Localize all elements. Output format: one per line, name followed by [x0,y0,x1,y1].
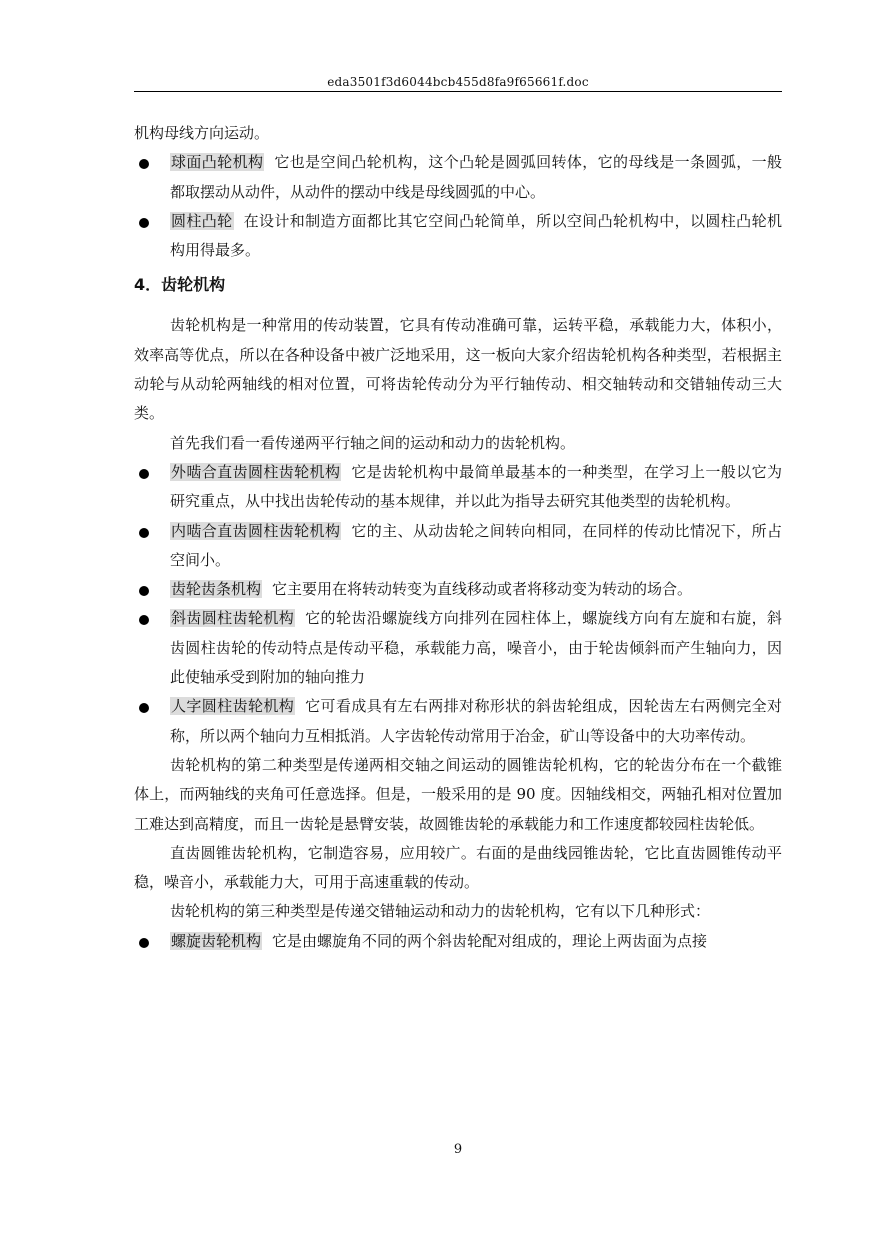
section-heading: 4．齿轮机构 [134,275,226,295]
bullet-text: 在设计和制造方面都比其它空间凸轮简单，所以空间凸轮机构中，以圆柱凸轮机构用得最多。 [170,211,782,260]
header-filename: eda3501f3d6044bcb455d8fa9f65661f.doc [327,75,589,89]
bullet-spherical-cam [134,148,782,207]
bullet-screw-gear [134,927,782,956]
term-highlight: 齿轮齿条机构 [171,580,262,599]
bullet-external-spur [134,458,782,517]
bullet-text: 它是由螺旋角不同的两个斜齿轮配对组成的，理论上两齿面为点接 [272,931,708,950]
bullet-text: 它主要用在将转动转变为直线移动或者将移动变为转动的场合。 [272,580,693,599]
bullet-dot-icon [139,218,149,228]
paragraph-crossed-axis: 齿轮机构的第三种类型是传递交错轴运动和动力的齿轮机构，它有以下几种形式： [170,902,711,921]
bullet-text: 它也是空间凸轮机构，这个凸轮是圆弧回转体，它的母线是一条圆弧，一般都取摆动从动件，从动件的摆动中线是母线圆弧的中心。 [170,153,782,201]
bullet-internal-spur [134,517,782,576]
bullet-dot-icon [139,703,149,713]
paragraph-gear-overview: 齿轮机构是一种常用的传动装置，它具有传动准确可靠，运转平稳，承载能力大，体积小，效率高等优点，所以在各种设备中被广泛地采用，这一板向大家介绍齿轮机构各种类型，若根据主动轮与从动轮两轴线的相对位置，可将齿轮传动分为平行轴传动、相交轴转动和交错轴传动三大类。 [134,316,782,423]
bullet-dot-icon [139,528,149,538]
page-number: 9 [453,1142,463,1157]
term-highlight: 螺旋齿轮机构 [171,931,262,950]
bullet-text: 它的主、从动齿轮之间转向相同，在同样的传动比情况下，所占空间小。 [170,521,782,569]
bullet-cylindrical-cam [134,207,782,266]
header-rule [134,91,782,92]
paragraph-straight-bevel: 直齿圆锥齿轮机构，它制造容易，应用较广。右面的是曲线园锥齿轮，它比直齿圆锥传动平稳，噪音小，承载能力大，可用于高速重载的传动。 [134,843,782,892]
paragraph-parallel-intro: 首先我们看一看传递两平行轴之间的运动和动力的齿轮机构。 [170,433,576,452]
term-highlight: 斜齿圆柱齿轮机构 [171,609,295,628]
bullet-herringbone [134,692,782,751]
bullet-text: 它是齿轮机构中最简单最基本的一种类型，在学习上一般以它为研究重点，从中找出齿轮传动的基本规律，并以此为指导去研究其他类型的齿轮机构。 [170,462,782,511]
term-highlight: 人字圆柱齿轮机构 [171,697,295,716]
bullet-text: 它的轮齿沿螺旋线方向排列在园柱体上，螺旋线方向有左旋和右旋，斜齿圆柱齿轮的传动特点是传动平稳，承载能力高，噪音小，由于轮齿倾斜而产生轴向力，因此使轴承受到附加的轴向推力 [170,609,782,687]
page-body [134,119,782,956]
bullet-dot-icon [139,938,149,948]
term-highlight: 球面凸轮机构 [171,153,264,172]
term-highlight: 内啮合直齿圆柱齿轮机构 [171,521,341,540]
bullet-text: 它可看成具有左右两排对称形状的斜齿轮组成，因轮齿左右两侧完全对称，所以两个轴向力互相抵消。人字齿轮传动常用于冶金，矿山等设备中的大功率传动。 [170,697,782,745]
paragraph-intro: 机构母线方向运动。 [134,124,270,142]
bullet-rack-pinion [134,575,782,604]
term-highlight: 外啮合直齿圆柱齿轮机构 [171,462,341,481]
bullet-dot-icon [139,615,149,625]
bullet-dot-icon [139,159,149,169]
bullet-helical-cylindrical [134,604,782,692]
term-highlight: 圆柱凸轮 [171,211,233,230]
bullet-dot-icon [139,469,149,479]
paragraph-bevel-gear: 齿轮机构的第二种类型是传递两相交轴之间运动的圆锥齿轮机构，它的轮齿分布在一个截锥体上，而两轴线的夹角可任意选择。但是，一般采用的是 90 度。因轴线相交，两轴孔相对位置加工难达到高精度，而且一齿轮是悬臂安装，故圆锥齿轮的承载能力和工作速度都较园柱齿轮低。 [134,755,782,833]
bullet-dot-icon [139,586,149,596]
